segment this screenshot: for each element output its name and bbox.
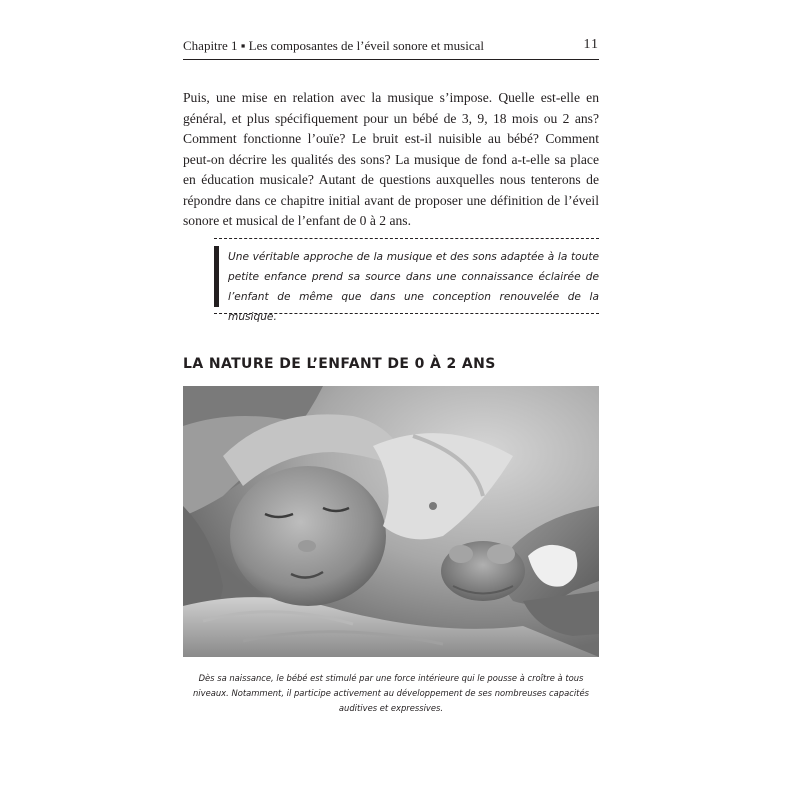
chapter-title: Chapitre 1 ▪ Les composantes de l’éveil sonore et musical [183,38,484,53]
quote-bar [214,246,219,307]
running-header [183,37,599,60]
dashed-rule-bottom [214,313,599,314]
page-number: 11 [583,37,599,52]
pull-quote-text: Une véritable approche de la musique et des sons adaptée à la toute petite enfance prend sa source dans une connaissance éclairée de l’enfant de même que dans une conception renouvelée de la musique. [228,251,599,323]
baby-photo [183,386,599,657]
photo-caption: Dès sa naissance, le bébé est stimulé par une force intérieure qui le pousse à croître à tous niveaux. Notamment, il participe activement au développement de ses nombreuses capacités auditives et expressives. [193,673,589,713]
pull-quote-box [214,232,599,323]
section-heading: LA NATURE DE L’ENFANT DE 0 À 2 ANS [183,356,496,372]
intro-paragraph: Puis, une mise en relation avec la musique s’impose. Quelle est-elle en général, et plus spécifiquement pour un bébé de 3, 9, 18 mois ou 2 ans? Comment fonctionne l’ouïe? Le bruit est-il nuisible au bébé? Comment peut-on décrire les qualités des sons? La musique de fond a-t-elle sa place en éducation musicale? Autant de questions auxquelles nous tenterons de répondre dans ce chapitre initial avant de proposer une définition de l’éveil sonore et musical de l’enfant de 0 à 2 ans. [183,90,599,228]
dashed-rule-top [214,238,599,239]
